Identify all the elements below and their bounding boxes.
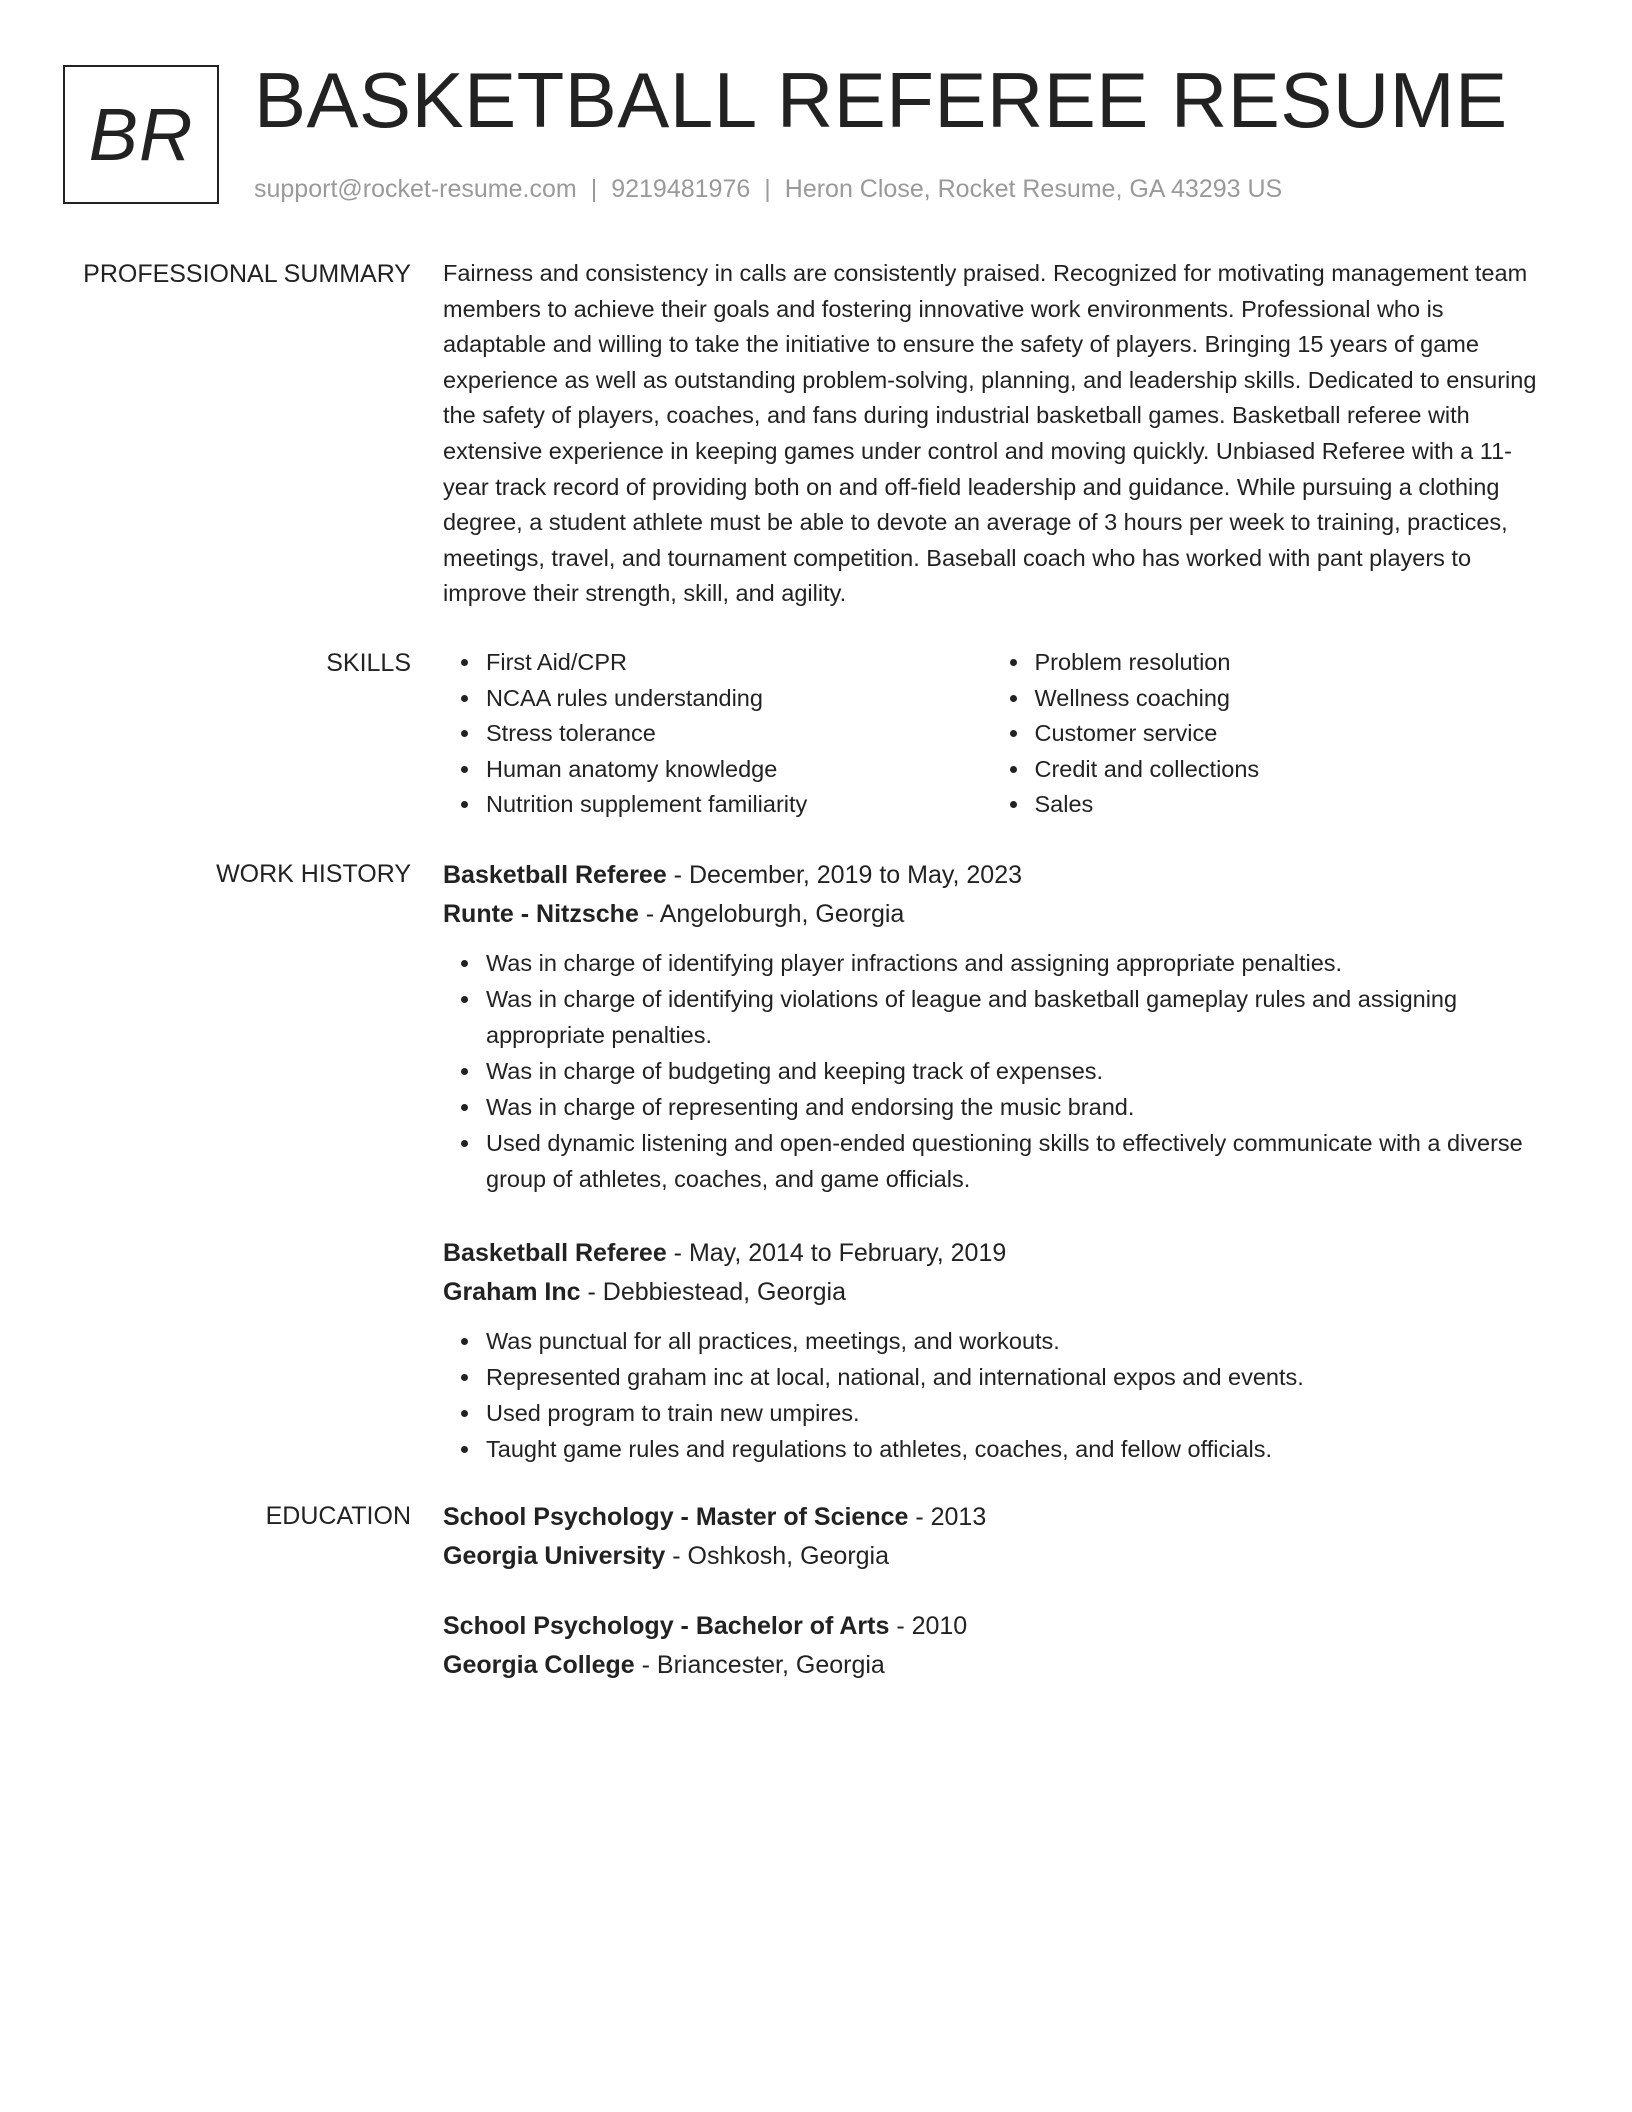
- education-heading: EDUCATION: [265, 1502, 411, 1530]
- skill-item: Nutrition supplement familiarity: [486, 787, 992, 823]
- education-school: Georgia University: [443, 1542, 666, 1570]
- skill-item: Problem resolution: [1035, 645, 1541, 681]
- job-location: - Angeloburgh, Georgia: [638, 900, 905, 928]
- contact-separator: |: [764, 175, 771, 203]
- resume-title: BASKETBALL REFEREE RESUME: [254, 56, 1508, 144]
- education-degree-line: [443, 1607, 1540, 1646]
- job-bullet: Used program to train new umpires.: [486, 1396, 1540, 1432]
- work-heading: WORK HISTORY: [216, 860, 411, 888]
- skill-item: Credit and collections: [1035, 752, 1541, 788]
- education-entry: [443, 1607, 1540, 1685]
- skill-item: Human anatomy knowledge: [486, 752, 992, 788]
- contact-phone: 9219481976: [611, 175, 751, 203]
- job-bullet: Was in charge of identifying violations of league and basketball gameplay rules and assigning appropriate penalties.: [486, 982, 1540, 1053]
- skill-item: Wellness coaching: [1035, 681, 1541, 717]
- job-bullets: [443, 1324, 1540, 1468]
- job-location: - Debbiestead, Georgia: [580, 1277, 846, 1306]
- job-title-line: [443, 856, 1540, 895]
- skills-list-left: [443, 645, 992, 823]
- education-degree: School Psychology - Bachelor of Arts: [443, 1612, 890, 1640]
- job-dates: - December, 2019 to May, 2023: [666, 861, 1023, 889]
- summary-text: Fairness and consistency in calls are consistently praised. Recognized for motivating management team members to achieve their goals and fostering innovative work environments. Professional who is adaptable and willing to take the initiative to ensure the safety of players. Bringing 15 years of game experience as well as outstanding problem-solving, planning, and leadership skills. Dedicated to ensuring the safety of players, coaches, and fans during industrial basketball games. Basketball referee with extensive experience in keeping games under control and moving quickly. Unbiased Referee with a 11-year track record of providing both on and off-field leadership and guidance. While pursuing a clothing degree, a student athlete must be able to devote an average of 3 hours per week to training, practices, meetings, travel, and tournament competition. Baseball coach who has worked with pant players to improve their strength, skill, and agility.: [443, 260, 1537, 607]
- education-year: - 2013: [908, 1503, 987, 1531]
- job-bullet: Was in charge of identifying player infractions and assigning appropriate penalties.: [486, 946, 1540, 982]
- skill-item: Stress tolerance: [486, 716, 992, 752]
- job-bullet: Taught game rules and regulations to athletes, coaches, and fellow officials.: [486, 1432, 1540, 1468]
- job-bullet: Was in charge of budgeting and keeping track of expenses.: [486, 1054, 1540, 1090]
- job-title: Basketball Referee: [443, 861, 667, 889]
- skills-body: [443, 645, 1540, 823]
- education-location: - Briancester, Georgia: [634, 1651, 885, 1679]
- education-degree-line: [443, 1498, 1540, 1537]
- monogram-box: BR: [63, 65, 219, 204]
- work-body: [443, 856, 1540, 1468]
- job-entry: [443, 856, 1540, 1198]
- education-year: - 2010: [889, 1612, 968, 1640]
- job-bullet: Represented graham inc at local, national, and international expos and events.: [486, 1360, 1540, 1396]
- education-school-line: [443, 1537, 1540, 1576]
- education-school: Georgia College: [443, 1651, 635, 1679]
- job-company: Graham Inc: [443, 1277, 581, 1306]
- job-dates: - May, 2014 to February, 2019: [666, 1238, 1007, 1267]
- contact-separator: |: [590, 175, 598, 203]
- job-bullets: [443, 946, 1540, 1198]
- job-company-line: [443, 895, 1540, 934]
- education-school-line: [443, 1646, 1540, 1685]
- job-title-line: [443, 1234, 1540, 1273]
- job-company: Runte - Nitzsche: [443, 900, 639, 928]
- summary-body: [443, 256, 1540, 612]
- job-entry: [443, 1234, 1540, 1468]
- job-bullet: Used dynamic listening and open-ended questioning skills to effectively communicate with a diverse group of athletes, coaches, and game officials.: [486, 1126, 1540, 1197]
- skill-item: NCAA rules understanding: [486, 681, 992, 717]
- job-bullet: Was in charge of representing and endorsing the music brand.: [486, 1090, 1540, 1126]
- education-entry: [443, 1498, 1540, 1576]
- skills-list-right: [992, 645, 1541, 823]
- education-body: [443, 1498, 1540, 1685]
- skill-item: Customer service: [1035, 716, 1541, 752]
- job-bullet: Was punctual for all practices, meetings, and workouts.: [486, 1324, 1540, 1360]
- job-title: Basketball Referee: [443, 1238, 667, 1267]
- skill-item: Sales: [1035, 787, 1541, 823]
- skill-item: First Aid/CPR: [486, 645, 992, 681]
- education-degree: School Psychology - Master of Science: [443, 1503, 909, 1531]
- education-location: - Oshkosh, Georgia: [665, 1542, 890, 1570]
- contact-email: support@rocket-resume.com: [254, 175, 577, 203]
- contact-address: Heron Close, Rocket Resume, GA 43293 US: [784, 175, 1283, 203]
- summary-heading: PROFESSIONAL SUMMARY: [83, 260, 411, 288]
- contact-line: [254, 172, 1282, 206]
- job-company-line: [443, 1273, 1540, 1312]
- skills-heading: SKILLS: [326, 649, 411, 677]
